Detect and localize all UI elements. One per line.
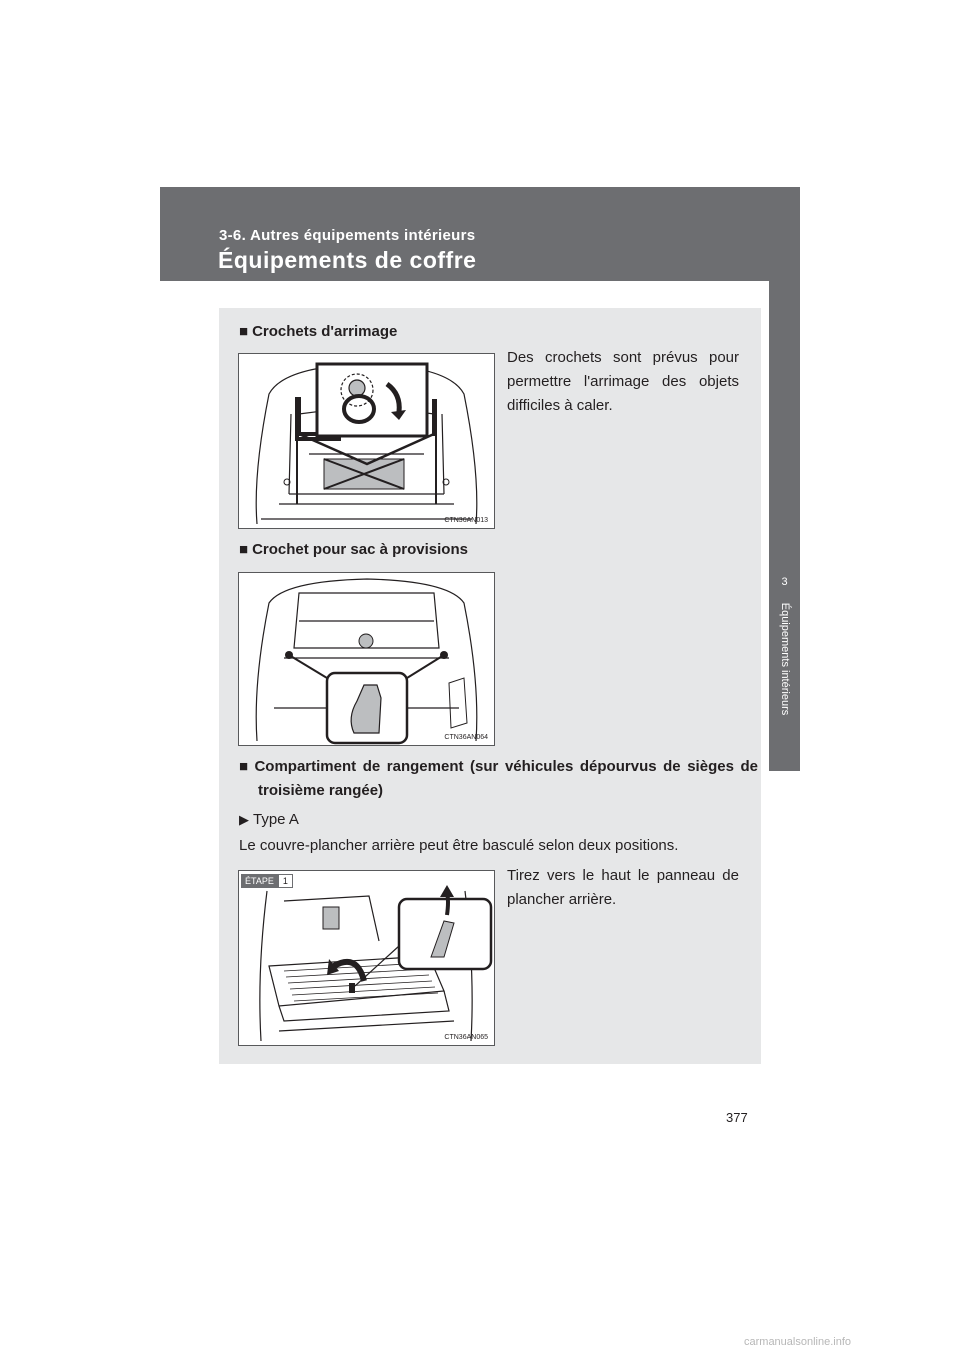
content-panel bbox=[219, 308, 761, 1064]
step-badge bbox=[241, 874, 293, 888]
type-text: Type A bbox=[253, 811, 299, 828]
storage-intro: Le couvre-plancher arrière peut être basculé selon deux positions. bbox=[239, 837, 679, 854]
figure-grocery-bag-hook bbox=[238, 572, 495, 746]
step1-instruction: Tirez vers le haut le panneau de plancher arrière. bbox=[507, 867, 739, 908]
step-number: 1 bbox=[278, 874, 293, 888]
page-title: Équipements de coffre bbox=[218, 247, 477, 273]
bullet-square-icon: ■ bbox=[239, 541, 249, 558]
heading-tie-down-hooks bbox=[239, 320, 397, 344]
arrow-right-icon: ▶ bbox=[239, 812, 249, 827]
figure-code: CTN36AN064 bbox=[444, 734, 488, 741]
figure-tie-down-hooks bbox=[238, 353, 495, 529]
bullet-square-icon: ■ bbox=[239, 323, 249, 340]
trunk-hooks-illustration bbox=[239, 354, 494, 528]
chapter-number: 3 bbox=[781, 576, 788, 588]
page-number: 377 bbox=[726, 1110, 748, 1125]
heading-text: Crochet pour sac à provisions bbox=[252, 541, 468, 558]
heading-text: Compartiment de rangement (sur véhicules dépourvus de sièges de troisième rangée) bbox=[254, 758, 758, 799]
figure-code: CTN36AN013 bbox=[444, 517, 488, 524]
chapter-tab bbox=[769, 281, 800, 771]
section-label: 3-6. Autres équipements intérieurs bbox=[219, 227, 476, 244]
type-label bbox=[239, 808, 299, 832]
page-header bbox=[160, 187, 800, 281]
step-label: ÉTAPE bbox=[241, 874, 278, 888]
heading-grocery-bag-hook bbox=[239, 538, 468, 562]
bag-hook-illustration bbox=[239, 573, 494, 745]
floor-panel-illustration bbox=[239, 871, 494, 1045]
figure-storage-step1 bbox=[238, 870, 495, 1046]
watermark: carmanualsonline.info bbox=[744, 1336, 852, 1348]
tie-down-description: Des crochets sont prévus pour permettre l'arrimage des objets difficiles à caler. bbox=[507, 349, 739, 414]
bullet-square-icon: ■ bbox=[239, 758, 251, 775]
figure-code: CTN36AN065 bbox=[444, 1034, 488, 1041]
heading-text: Crochets d'arrimage bbox=[252, 323, 398, 340]
heading-storage-compartment bbox=[239, 755, 758, 803]
chapter-label: Équipements intérieurs bbox=[779, 602, 791, 716]
